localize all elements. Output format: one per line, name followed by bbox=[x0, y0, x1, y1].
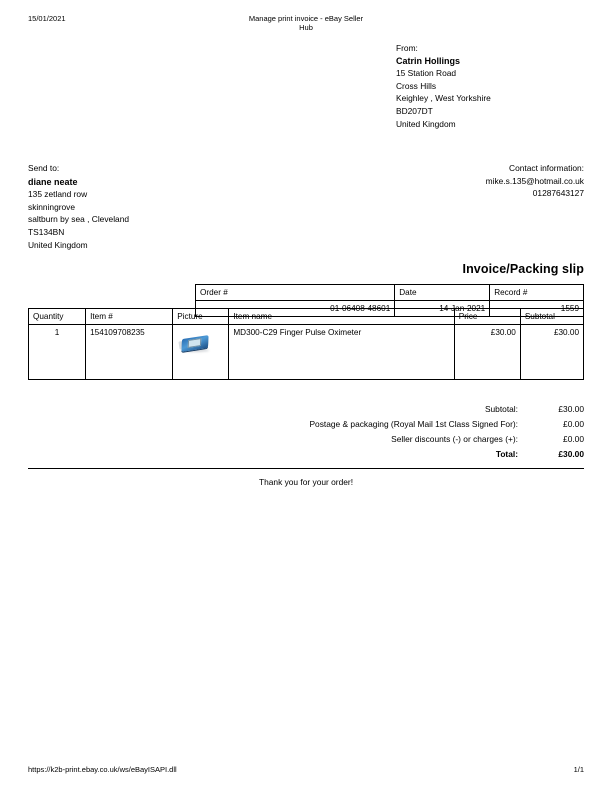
totals-row-subtotal bbox=[28, 402, 584, 417]
send-to-label: Send to: bbox=[28, 163, 60, 173]
order-summary-header-row bbox=[196, 285, 584, 301]
from-address-line: Cross Hills bbox=[396, 80, 437, 91]
print-footer-page-number: 1/1 bbox=[573, 765, 584, 774]
print-header-date: 15/01/2021 bbox=[28, 14, 66, 23]
totals-label: Total: bbox=[495, 449, 518, 459]
items-header-picture: Picture bbox=[173, 309, 229, 325]
contact-email: mike.s.135@hotmail.co.uk bbox=[485, 175, 584, 186]
from-address-line: United Kingdom bbox=[396, 118, 456, 129]
items-table bbox=[28, 308, 584, 380]
items-header-quantity: Quantity bbox=[29, 309, 86, 325]
send-to-address-line: 135 zetland row bbox=[28, 189, 88, 200]
from-label: From: bbox=[396, 43, 418, 53]
totals-label: Postage & packaging (Royal Mail 1st Class Signed For): bbox=[309, 419, 518, 429]
from-block bbox=[396, 42, 491, 130]
totals-label: Subtotal: bbox=[484, 404, 518, 414]
item-price: £30.00 bbox=[454, 325, 520, 380]
send-to-address-line: United Kingdom bbox=[28, 239, 88, 250]
send-to-address-line: TS134BN bbox=[28, 226, 65, 237]
footer-divider bbox=[28, 468, 584, 469]
from-address-line: 15 Station Road bbox=[396, 68, 457, 79]
order-number-header: Order # bbox=[196, 285, 395, 301]
totals-value: £0.00 bbox=[563, 419, 584, 429]
totals-row-postage bbox=[28, 417, 584, 432]
from-address-line: BD207DT bbox=[396, 105, 433, 116]
item-name: MD300-C29 Finger Pulse Oximeter bbox=[229, 325, 454, 380]
order-date-value: 14-Jan-2021 bbox=[395, 301, 490, 317]
totals-block bbox=[28, 402, 584, 462]
print-header bbox=[28, 14, 584, 32]
items-header-item-number: Item # bbox=[86, 309, 173, 325]
contact-label: Contact information: bbox=[509, 163, 584, 173]
item-number: 154109708235 bbox=[86, 325, 173, 380]
from-address-line: Keighley , West Yorkshire bbox=[396, 93, 491, 104]
table-row bbox=[29, 325, 584, 380]
print-header-title: Manage print invoice - eBay Seller Hub bbox=[248, 14, 364, 32]
from-name: Catrin Hollings bbox=[396, 55, 461, 66]
items-header-price: Price bbox=[454, 309, 520, 325]
print-footer-url: https://k2b-print.ebay.co.uk/ws/eBayISAPI.dll bbox=[28, 765, 177, 774]
send-to-address-line: skinningrove bbox=[28, 201, 76, 212]
document-title: Invoice/Packing slip bbox=[462, 262, 584, 276]
contact-information-block bbox=[486, 162, 584, 200]
totals-row-discounts bbox=[28, 432, 584, 447]
contact-phone: 01287643127 bbox=[532, 188, 584, 199]
order-record-header: Record # bbox=[490, 285, 584, 301]
item-subtotal: £30.00 bbox=[520, 325, 583, 380]
items-header-row bbox=[29, 309, 584, 325]
pulse-oximeter-icon bbox=[177, 328, 215, 356]
totals-value: £0.00 bbox=[563, 434, 584, 444]
item-picture-cell bbox=[173, 325, 229, 380]
order-date-header: Date bbox=[395, 285, 490, 301]
items-header-item-name: Item name bbox=[229, 309, 454, 325]
totals-value: £30.00 bbox=[558, 404, 584, 414]
print-footer bbox=[28, 765, 584, 774]
send-to-address-line: saltburn by sea , Cleveland bbox=[28, 214, 130, 225]
items-header-subtotal: Subtotal bbox=[520, 309, 583, 325]
item-quantity: 1 bbox=[29, 325, 86, 380]
send-to-name: diane neate bbox=[28, 176, 78, 187]
order-record-value: 1559 bbox=[490, 301, 584, 317]
totals-row-total bbox=[28, 447, 584, 462]
send-to-block bbox=[28, 162, 129, 251]
order-number-value: 01-06408-48601 bbox=[196, 301, 395, 317]
totals-value: £30.00 bbox=[558, 449, 584, 459]
totals-label: Seller discounts (-) or charges (+): bbox=[391, 434, 518, 444]
thank-you-message: Thank you for your order! bbox=[258, 477, 354, 487]
